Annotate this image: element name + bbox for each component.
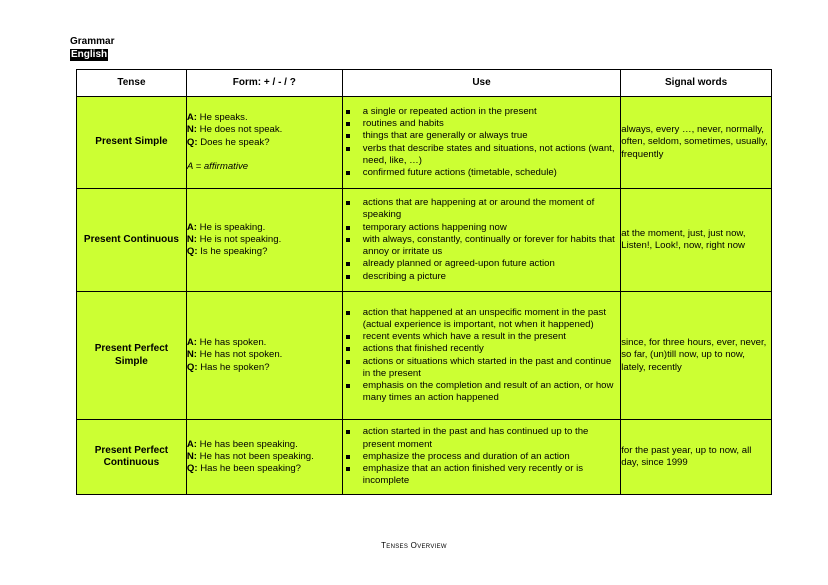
form-cell bbox=[186, 97, 342, 189]
table-row bbox=[77, 97, 772, 189]
list-item: routines and habits bbox=[343, 118, 620, 130]
use-list bbox=[343, 106, 620, 179]
list-item: action that happened at an unspecific moment in the past (actual experience is important, not when it happened) bbox=[343, 307, 620, 331]
form-negative: N: He has not spoken. bbox=[186, 349, 283, 361]
form-question: Q: Has he spoken? bbox=[186, 361, 270, 373]
tense-cell: Present Continuous bbox=[77, 189, 187, 292]
table-row bbox=[77, 420, 772, 495]
list-item: emphasize the process and duration of an action bbox=[343, 451, 620, 463]
table-header bbox=[77, 70, 772, 97]
table-row bbox=[77, 292, 772, 420]
signal-words-cell: always, every …, never, normally, often, seldom, sometimes, usually, frequently bbox=[621, 97, 772, 189]
list-item: verbs that describe states and situations, not actions (want, need, like, …) bbox=[343, 143, 620, 167]
form-affirmative: A: He is speaking. bbox=[186, 221, 266, 233]
tense-cell: Present Perfect Continuous bbox=[77, 420, 187, 495]
list-item: action started in the past and has continued up to the present moment bbox=[343, 426, 620, 450]
use-list bbox=[343, 426, 620, 487]
use-cell bbox=[342, 189, 620, 292]
header-row bbox=[77, 70, 772, 97]
tense-cell: Present Simple bbox=[77, 97, 187, 189]
header-use: Use bbox=[342, 70, 620, 97]
form-affirmative: A: He has been speaking. bbox=[186, 438, 298, 450]
list-item: describing a picture bbox=[343, 271, 620, 283]
table-row bbox=[77, 189, 772, 292]
form-cell bbox=[186, 292, 342, 420]
use-list bbox=[343, 197, 620, 282]
tenses-table bbox=[76, 69, 772, 495]
form-negative: N: He has not been speaking. bbox=[186, 450, 314, 462]
list-item: emphasize that an action finished very recently or is incomplete bbox=[343, 463, 620, 487]
use-cell bbox=[342, 420, 620, 495]
form-negative: N: He is not speaking. bbox=[186, 233, 282, 245]
list-item: actions or situations which started in the past and continue in the present bbox=[343, 356, 620, 380]
tense-cell: Present Perfect Simple bbox=[77, 292, 187, 420]
page-footer: Tenses Overview bbox=[381, 541, 447, 550]
list-item: things that are generally or always true bbox=[343, 130, 620, 142]
use-cell bbox=[342, 97, 620, 189]
form-question: Q: Is he speaking? bbox=[186, 246, 268, 258]
list-item: actions that finished recently bbox=[343, 343, 620, 355]
list-item: a single or repeated action in the present bbox=[343, 106, 620, 118]
signal-words-cell: at the moment, just, just now, Listen!, Look!, now, right now bbox=[621, 189, 772, 292]
form-affirmative: A: He has spoken. bbox=[186, 337, 267, 349]
form-negative: N: He does not speak. bbox=[186, 124, 283, 136]
subject-label: English bbox=[71, 49, 108, 60]
list-item: actions that are happening at or around the moment of speaking bbox=[343, 197, 620, 221]
list-item: with always, constantly, continually or forever for habits that annoy or irritate us bbox=[343, 234, 620, 258]
header-signal-words: Signal words bbox=[621, 70, 772, 97]
form-note: A = affirmative bbox=[186, 160, 249, 172]
header-tense: Tense bbox=[77, 70, 187, 97]
list-item: recent events which have a result in the present bbox=[343, 331, 620, 343]
signal-words-cell: for the past year, up to now, all day, since 1999 bbox=[621, 420, 772, 495]
list-item: emphasis on the completion and result of an action, or how many times an action happened bbox=[343, 380, 620, 404]
signal-words-cell: since, for three hours, ever, never, so far, (un)till now, up to now, lately, recently bbox=[621, 292, 772, 420]
form-question: Q: Does he speak? bbox=[186, 136, 270, 148]
form-cell bbox=[186, 189, 342, 292]
use-list bbox=[343, 307, 620, 405]
list-item: confirmed future actions (timetable, schedule) bbox=[343, 167, 620, 179]
list-item: temporary actions happening now bbox=[343, 222, 620, 234]
form-cell bbox=[186, 420, 342, 495]
form-affirmative: A: He speaks. bbox=[186, 112, 248, 124]
header-form: Form: + / - / ? bbox=[186, 70, 342, 97]
form-question: Q: Has he been speaking? bbox=[186, 463, 302, 475]
list-item: already planned or agreed-upon future action bbox=[343, 258, 620, 270]
document-title: Grammar bbox=[70, 36, 115, 47]
use-cell bbox=[342, 292, 620, 420]
